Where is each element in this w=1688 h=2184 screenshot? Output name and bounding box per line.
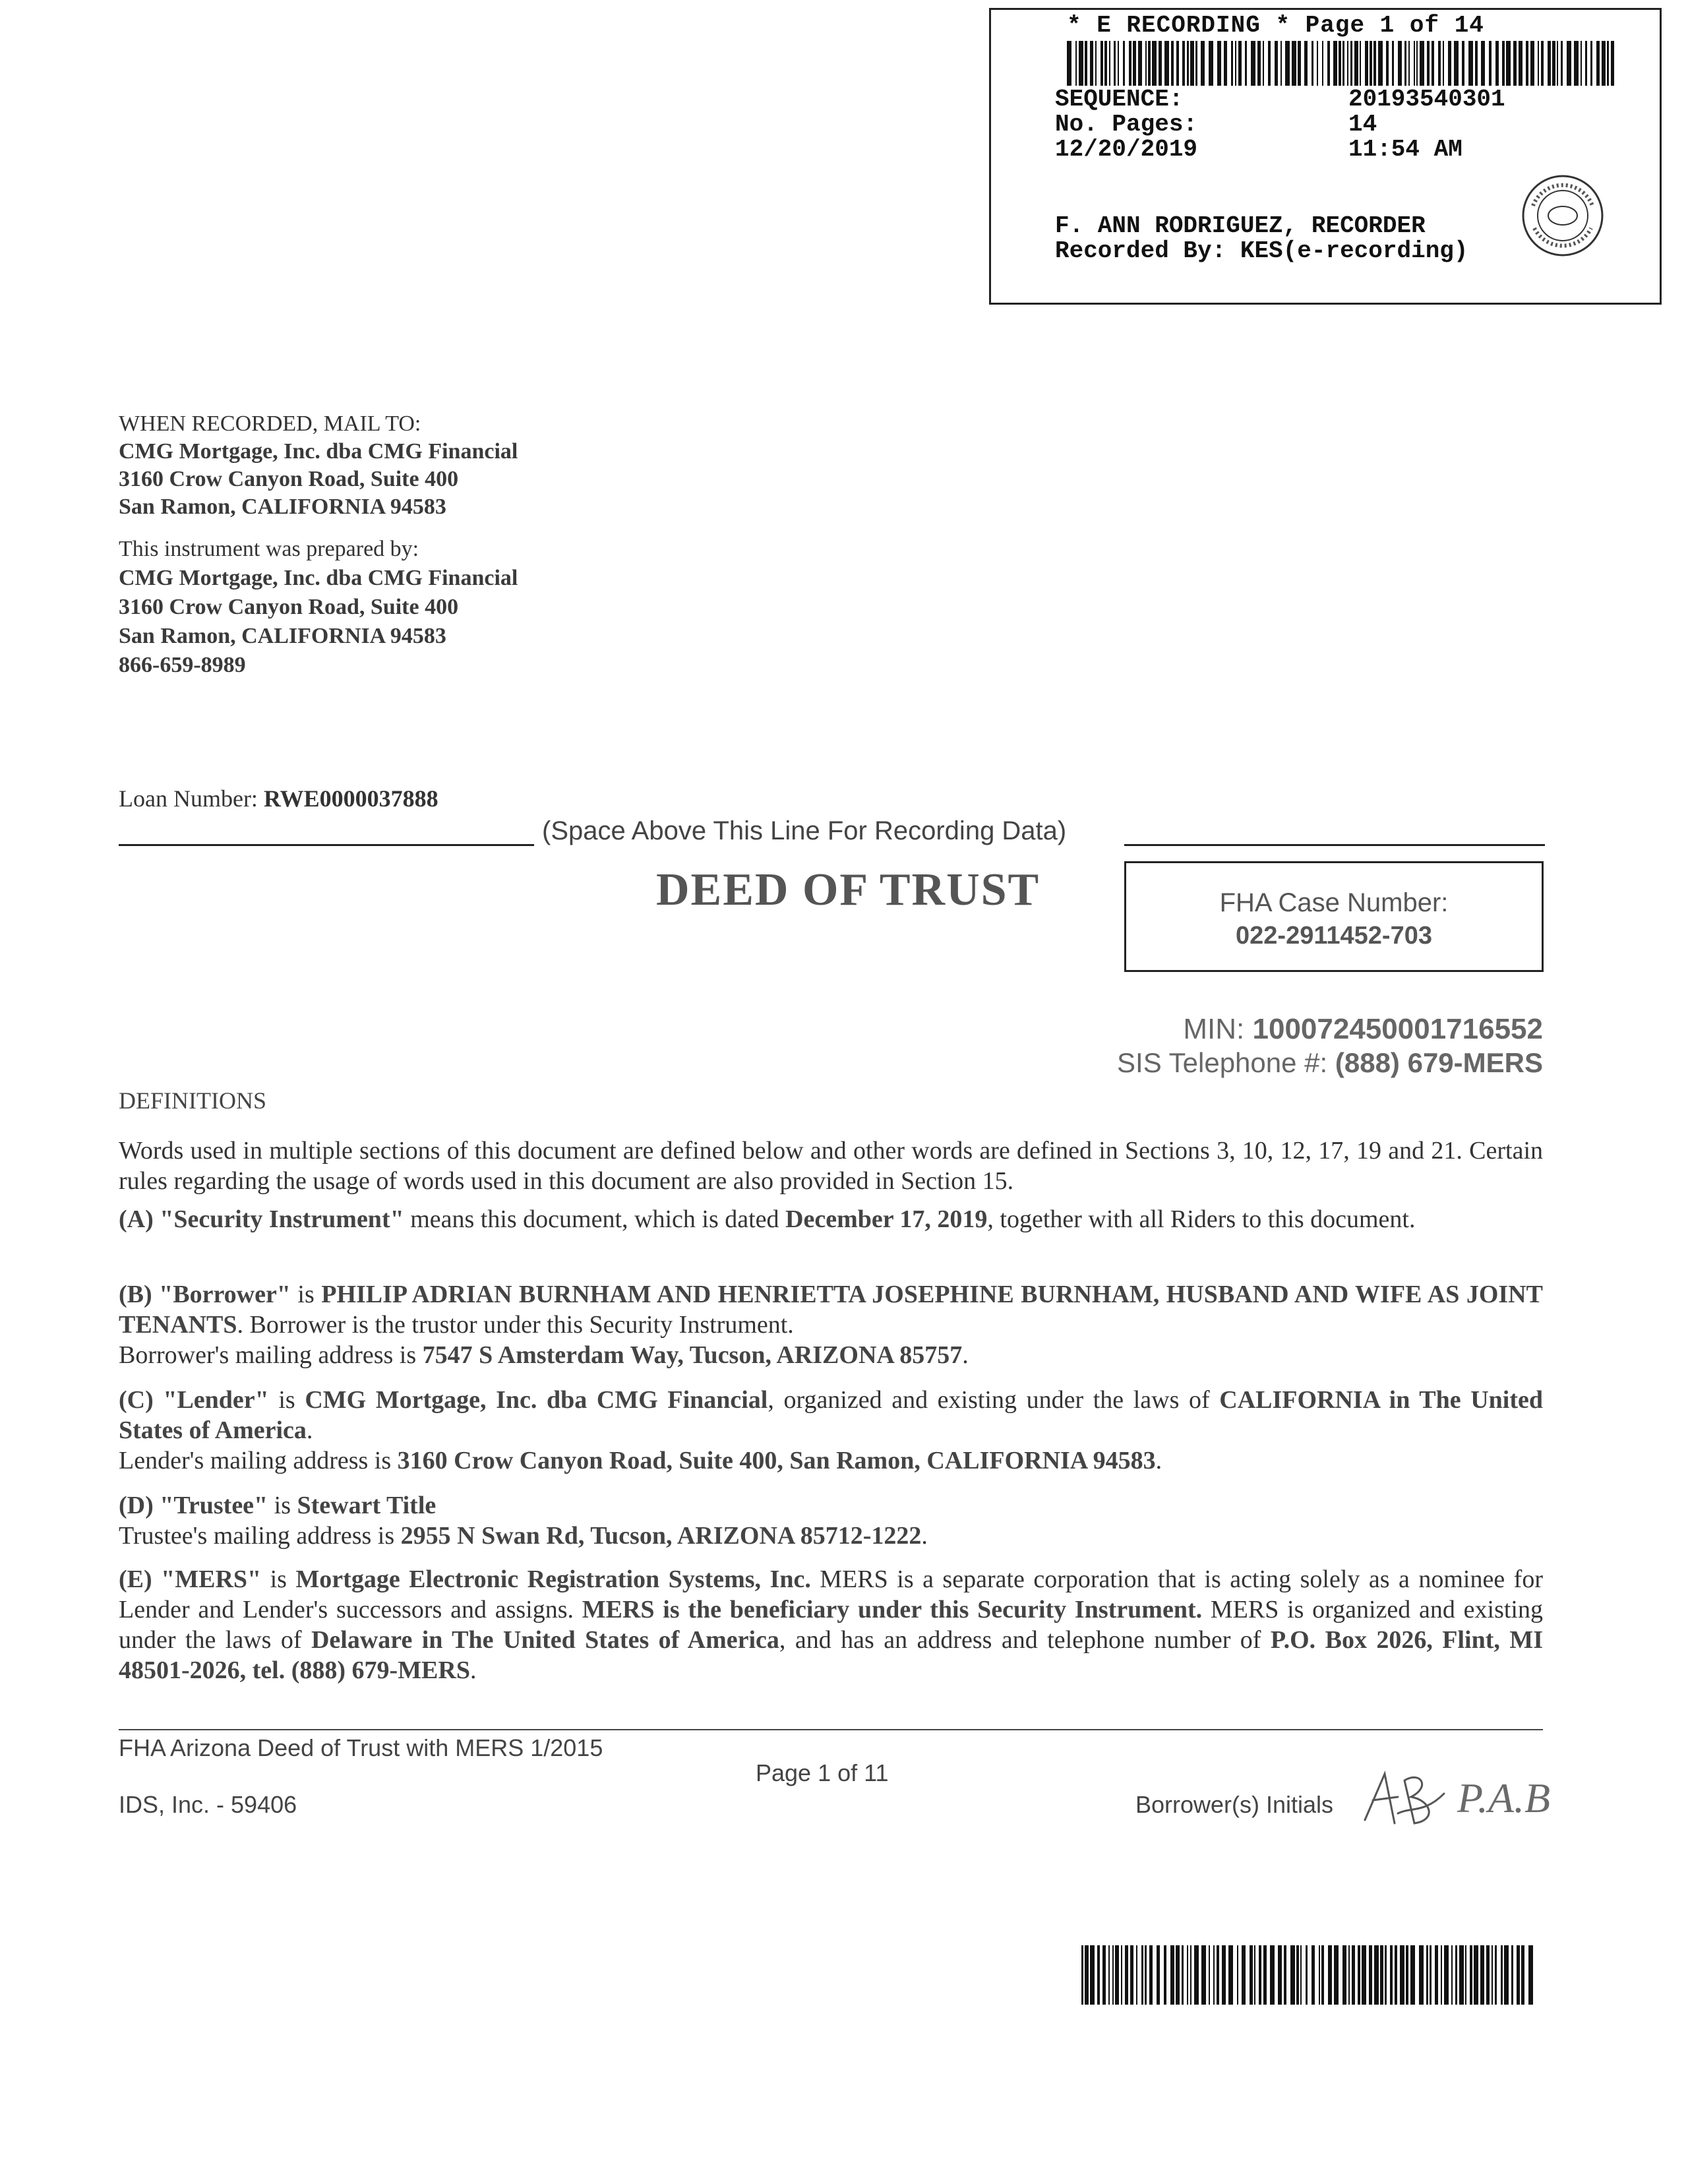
borrower-address: 7547 S Amsterdam Way, Tucson, ARIZONA 85757 [422, 1341, 963, 1369]
mers-beneficiary-statement: MERS is the beneficiary under this Security Instrument. [582, 1596, 1203, 1623]
borrower-names: PHILIP ADRIAN BURNHAM AND HENRIETTA JOSEPHINE BURNHAM, HUSBAND AND WIFE AS JOINT TENANTS [119, 1281, 1543, 1339]
mers-name: Mortgage Electronic Registration Systems, Inc. [295, 1565, 811, 1593]
lender-address: 3160 Crow Canyon Road, Suite 400, San Ramon, CALIFORNIA 94583 [397, 1447, 1156, 1474]
definition-text: is [268, 1492, 297, 1519]
prepared-by-line: 3160 Crow Canyon Road, Suite 400 [119, 595, 459, 619]
sequence-label: SEQUENCE: [1055, 86, 1184, 113]
mers-address: P.O. Box 2026, Flint, MI 48501-2026, tel. (888) 679-MERS [119, 1626, 1543, 1684]
term-security-instrument: (A) "Security Instrument" [119, 1205, 404, 1233]
definition-text: , together with all Riders to this document. [987, 1205, 1416, 1233]
min-row [1183, 1013, 1543, 1046]
pages-value: 14 [1348, 111, 1377, 138]
definition-text: . [469, 1656, 477, 1684]
min-label: MIN: [1183, 1013, 1245, 1045]
initials-signature-1-icon [1358, 1767, 1451, 1833]
definition-text: . Borrower is the trustor under this Security Instrument. [237, 1311, 794, 1339]
definition-text: . [306, 1416, 313, 1444]
definition-c [119, 1385, 1543, 1476]
definition-text: . [962, 1341, 969, 1369]
prepared-by-line: CMG Mortgage, Inc. dba CMG Financial [119, 566, 518, 590]
recording-space-divider-right [1124, 844, 1545, 846]
initials-signature-2: P.A.B [1457, 1774, 1551, 1821]
recording-time: 11:54 AM [1348, 136, 1462, 163]
recorder-name: F. ANN RODRIGUEZ, RECORDER [1055, 212, 1426, 239]
loan-number-label: Loan Number: [119, 785, 258, 812]
form-vendor: IDS, Inc. - 59406 [119, 1791, 297, 1818]
document-title: DEED OF TRUST [656, 864, 1040, 915]
definition-text: means this document, which is dated [404, 1205, 786, 1233]
min-number: 100072450001716552 [1252, 1013, 1543, 1045]
sis-number: (888) 679-MERS [1335, 1047, 1543, 1078]
prepared-by-heading: This instrument was prepared by: [119, 537, 419, 561]
document-barcode [1081, 1945, 1536, 2005]
definition-d [119, 1490, 1543, 1551]
recorded-by: Recorded By: KES(e-recording) [1055, 237, 1468, 264]
loan-number-value: RWE0000037888 [263, 785, 438, 812]
prepared-by-line: San Ramon, CALIFORNIA 94583 [119, 624, 446, 648]
loan-number-row [119, 785, 438, 812]
recording-barcode [1067, 41, 1614, 86]
space-above-line-note: (Space Above This Line For Recording Data) [542, 816, 1067, 845]
definition-a [119, 1204, 1543, 1234]
mail-to-line: San Ramon, CALIFORNIA 94583 [119, 495, 446, 519]
form-name: FHA Arizona Deed of Trust with MERS 1/2015 [119, 1734, 603, 1761]
sis-label: SIS Telephone #: [1117, 1047, 1328, 1078]
term-trustee: (D) "Trustee" [119, 1492, 268, 1519]
recording-header: * E RECORDING * Page 1 of 14 [1067, 12, 1484, 39]
sequence-value: 20193540301 [1348, 86, 1505, 113]
definition-text: . [921, 1522, 928, 1550]
definition-text: is [290, 1281, 322, 1308]
pages-label: No. Pages: [1055, 111, 1198, 138]
definition-text: . [1155, 1447, 1162, 1474]
borrower-initials-label: Borrower(s) Initials [1135, 1791, 1334, 1818]
definition-text: Borrower's mailing address is [119, 1341, 423, 1369]
lender-name: CMG Mortgage, Inc. dba CMG Financial [305, 1386, 768, 1414]
mail-to-line: 3160 Crow Canyon Road, Suite 400 [119, 467, 459, 491]
page-number: Page 1 of 11 [756, 1759, 889, 1786]
trustee-name: Stewart Title [297, 1492, 437, 1519]
definition-text: MERS is organized and existing under the laws of [119, 1596, 1543, 1654]
instrument-date: December 17, 2019 [785, 1205, 988, 1233]
definition-text: , organized and existing under the laws of [768, 1386, 1220, 1414]
definitions-intro: Words used in multiple sections of this document are defined below and other words are defined in Sections 3, 10, 12, 17, 19 and 21. Certain rules regarding the usage of words used in this document are also provided in Section 15. [119, 1137, 1543, 1195]
definition-text: MERS is a separate corporation that is acting solely as a nominee for Lender and Lender's successors and assigns. [119, 1565, 1543, 1623]
mers-jurisdiction: Delaware in The United States of America [311, 1626, 779, 1654]
recording-date: 12/20/2019 [1055, 136, 1198, 163]
definition-text: is [261, 1565, 296, 1593]
sis-telephone-row [1117, 1047, 1543, 1079]
trustee-address: 2955 N Swan Rd, Tucson, ARIZONA 85712-1222 [400, 1522, 922, 1550]
mail-to-heading: WHEN RECORDED, MAIL TO: [119, 411, 421, 436]
fha-case-box [1124, 861, 1544, 972]
term-borrower: (B) "Borrower" [119, 1281, 291, 1308]
definitions-heading: DEFINITIONS [119, 1087, 266, 1114]
definition-text: Trustee's mailing address is [119, 1522, 401, 1550]
definition-text: Lender's mailing address is [119, 1447, 398, 1474]
recording-space-divider-left [119, 844, 534, 846]
mail-to-line: CMG Mortgage, Inc. dba CMG Financial [119, 439, 518, 464]
definition-b [119, 1279, 1543, 1370]
definition-e [119, 1564, 1543, 1685]
term-lender: (C) "Lender" [119, 1386, 269, 1414]
term-mers: (E) "MERS" [119, 1565, 262, 1593]
footer-divider [119, 1729, 1543, 1730]
fha-case-label: FHA Case Number: [1219, 888, 1449, 917]
prepared-by-phone: 866-659-8989 [119, 653, 246, 677]
definition-text: is [268, 1386, 305, 1414]
lender-jurisdiction: CALIFORNIA in The United States of America [119, 1386, 1543, 1444]
fha-case-number: 022-2911452-703 [1236, 922, 1432, 950]
definition-text: , and has an address and telephone number of [779, 1626, 1271, 1654]
county-seal-icon [1520, 173, 1606, 258]
